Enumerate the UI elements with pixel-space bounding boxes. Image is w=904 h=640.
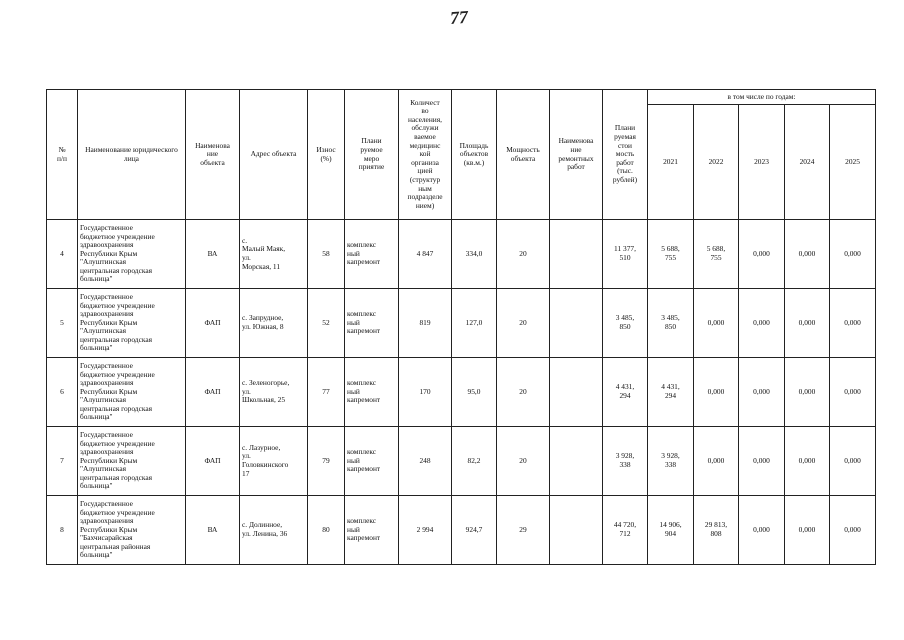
table-row xyxy=(47,220,876,289)
table-row xyxy=(47,289,876,358)
cell-repair xyxy=(550,427,603,496)
cell-y2024: 0,000 xyxy=(785,220,830,289)
cell-entity: Государственное бюджетное учреждение здравоохранения Республики Крым "Бахчисарайская центральная районная больница" xyxy=(78,496,186,565)
cell-y2025: 0,000 xyxy=(830,220,876,289)
header-by-years: в том числе по годам: xyxy=(648,90,876,105)
header-num: № п/п xyxy=(47,90,78,220)
cell-population: 819 xyxy=(399,289,452,358)
cell-wear: 52 xyxy=(308,289,345,358)
cell-y2022: 5 688, 755 xyxy=(694,220,739,289)
cell-address: с. Запрудное, ул. Южная, 8 xyxy=(240,289,308,358)
cell-population: 4 847 xyxy=(399,220,452,289)
cell-wear: 79 xyxy=(308,427,345,496)
header-object-name: Наименова ние объекта xyxy=(186,90,240,220)
cell-repair xyxy=(550,358,603,427)
header-planned-cost: Плани руемая стои мость работ (тыс. рублей) xyxy=(603,90,648,220)
cell-cost: 44 720, 712 xyxy=(603,496,648,565)
cell-object: ФАП xyxy=(186,427,240,496)
repair-plan-table xyxy=(46,89,876,565)
header-year-2025: 2025 xyxy=(830,105,876,220)
cell-population: 170 xyxy=(399,358,452,427)
header-row-top xyxy=(47,90,876,105)
cell-object: ФАП xyxy=(186,289,240,358)
cell-wear: 77 xyxy=(308,358,345,427)
header-wear: Износ (%) xyxy=(308,90,345,220)
cell-y2022: 0,000 xyxy=(694,289,739,358)
cell-repair xyxy=(550,220,603,289)
header-planned-measure: Плани руемое меро приятие xyxy=(345,90,399,220)
cell-y2025: 0,000 xyxy=(830,496,876,565)
cell-address: с. Лазурное, ул. Головкинского 17 xyxy=(240,427,308,496)
header-repair-works: Наименова ние ремонтных работ xyxy=(550,90,603,220)
header-year-2021: 2021 xyxy=(648,105,694,220)
cell-y2025: 0,000 xyxy=(830,289,876,358)
table-row xyxy=(47,427,876,496)
cell-address: с. Зеленогорье, ул. Школьная, 25 xyxy=(240,358,308,427)
cell-area: 82,2 xyxy=(452,427,497,496)
cell-y2021: 3 485, 850 xyxy=(648,289,694,358)
cell-address: с. Долинное, ул. Ленина, 36 xyxy=(240,496,308,565)
cell-entity: Государственное бюджетное учреждение здравоохранения Республики Крым "Алуштинская центральная городская больница" xyxy=(78,220,186,289)
cell-capacity: 20 xyxy=(497,289,550,358)
page-number: 77 xyxy=(449,6,469,29)
header-population: Количест во населения, обслужи ваемое медицинс кой организа цией (структур ным подразделе нием) xyxy=(399,90,452,220)
cell-y2024: 0,000 xyxy=(785,358,830,427)
cell-y2023: 0,000 xyxy=(739,358,785,427)
cell-y2023: 0,000 xyxy=(739,289,785,358)
header-year-2023: 2023 xyxy=(739,105,785,220)
cell-area: 95,0 xyxy=(452,358,497,427)
cell-num: 7 xyxy=(47,427,78,496)
cell-y2023: 0,000 xyxy=(739,427,785,496)
cell-measure: комплекс ный капремонт xyxy=(345,496,399,565)
cell-measure: комплекс ный капремонт xyxy=(345,289,399,358)
cell-cost: 3 928, 338 xyxy=(603,427,648,496)
cell-y2023: 0,000 xyxy=(739,220,785,289)
cell-y2021: 3 928, 338 xyxy=(648,427,694,496)
cell-y2022: 0,000 xyxy=(694,427,739,496)
cell-measure: комплекс ный капремонт xyxy=(345,427,399,496)
cell-repair xyxy=(550,289,603,358)
cell-num: 4 xyxy=(47,220,78,289)
header-legal-entity: Наименование юридического лица xyxy=(78,90,186,220)
cell-area: 127,0 xyxy=(452,289,497,358)
cell-y2021: 4 431, 294 xyxy=(648,358,694,427)
cell-num: 6 xyxy=(47,358,78,427)
cell-cost: 4 431, 294 xyxy=(603,358,648,427)
cell-y2024: 0,000 xyxy=(785,427,830,496)
cell-num: 5 xyxy=(47,289,78,358)
cell-wear: 80 xyxy=(308,496,345,565)
table-row xyxy=(47,358,876,427)
cell-y2022: 0,000 xyxy=(694,358,739,427)
header-capacity: Мощность объекта xyxy=(497,90,550,220)
cell-y2025: 0,000 xyxy=(830,427,876,496)
cell-cost: 11 377, 510 xyxy=(603,220,648,289)
cell-capacity: 20 xyxy=(497,358,550,427)
cell-cost: 3 485, 850 xyxy=(603,289,648,358)
cell-capacity: 29 xyxy=(497,496,550,565)
cell-object: ФАП xyxy=(186,358,240,427)
cell-entity: Государственное бюджетное учреждение здравоохранения Республики Крым "Алуштинская центральная городская больница" xyxy=(78,358,186,427)
cell-y2024: 0,000 xyxy=(785,496,830,565)
cell-y2024: 0,000 xyxy=(785,289,830,358)
cell-measure: комплекс ный капремонт xyxy=(345,220,399,289)
cell-population: 248 xyxy=(399,427,452,496)
header-address: Адрес объекта xyxy=(240,90,308,220)
header-year-2024: 2024 xyxy=(785,105,830,220)
cell-capacity: 20 xyxy=(497,220,550,289)
table-row xyxy=(47,496,876,565)
cell-measure: комплекс ный капремонт xyxy=(345,358,399,427)
cell-object: ВА xyxy=(186,220,240,289)
cell-wear: 58 xyxy=(308,220,345,289)
cell-capacity: 20 xyxy=(497,427,550,496)
cell-y2023: 0,000 xyxy=(739,496,785,565)
cell-y2021: 14 906, 904 xyxy=(648,496,694,565)
cell-area: 924,7 xyxy=(452,496,497,565)
cell-y2021: 5 688, 755 xyxy=(648,220,694,289)
cell-address: с. Малый Маяк, ул. Морская, 11 xyxy=(240,220,308,289)
header-area: Площадь объектов (кв.м.) xyxy=(452,90,497,220)
cell-repair xyxy=(550,496,603,565)
cell-area: 334,0 xyxy=(452,220,497,289)
cell-population: 2 994 xyxy=(399,496,452,565)
cell-entity: Государственное бюджетное учреждение здравоохранения Республики Крым "Алуштинская центральная городская больница" xyxy=(78,427,186,496)
cell-entity: Государственное бюджетное учреждение здравоохранения Республики Крым "Алуштинская центральная городская больница" xyxy=(78,289,186,358)
cell-y2025: 0,000 xyxy=(830,358,876,427)
cell-y2022: 29 813, 808 xyxy=(694,496,739,565)
header-year-2022: 2022 xyxy=(694,105,739,220)
cell-num: 8 xyxy=(47,496,78,565)
cell-object: ВА xyxy=(186,496,240,565)
